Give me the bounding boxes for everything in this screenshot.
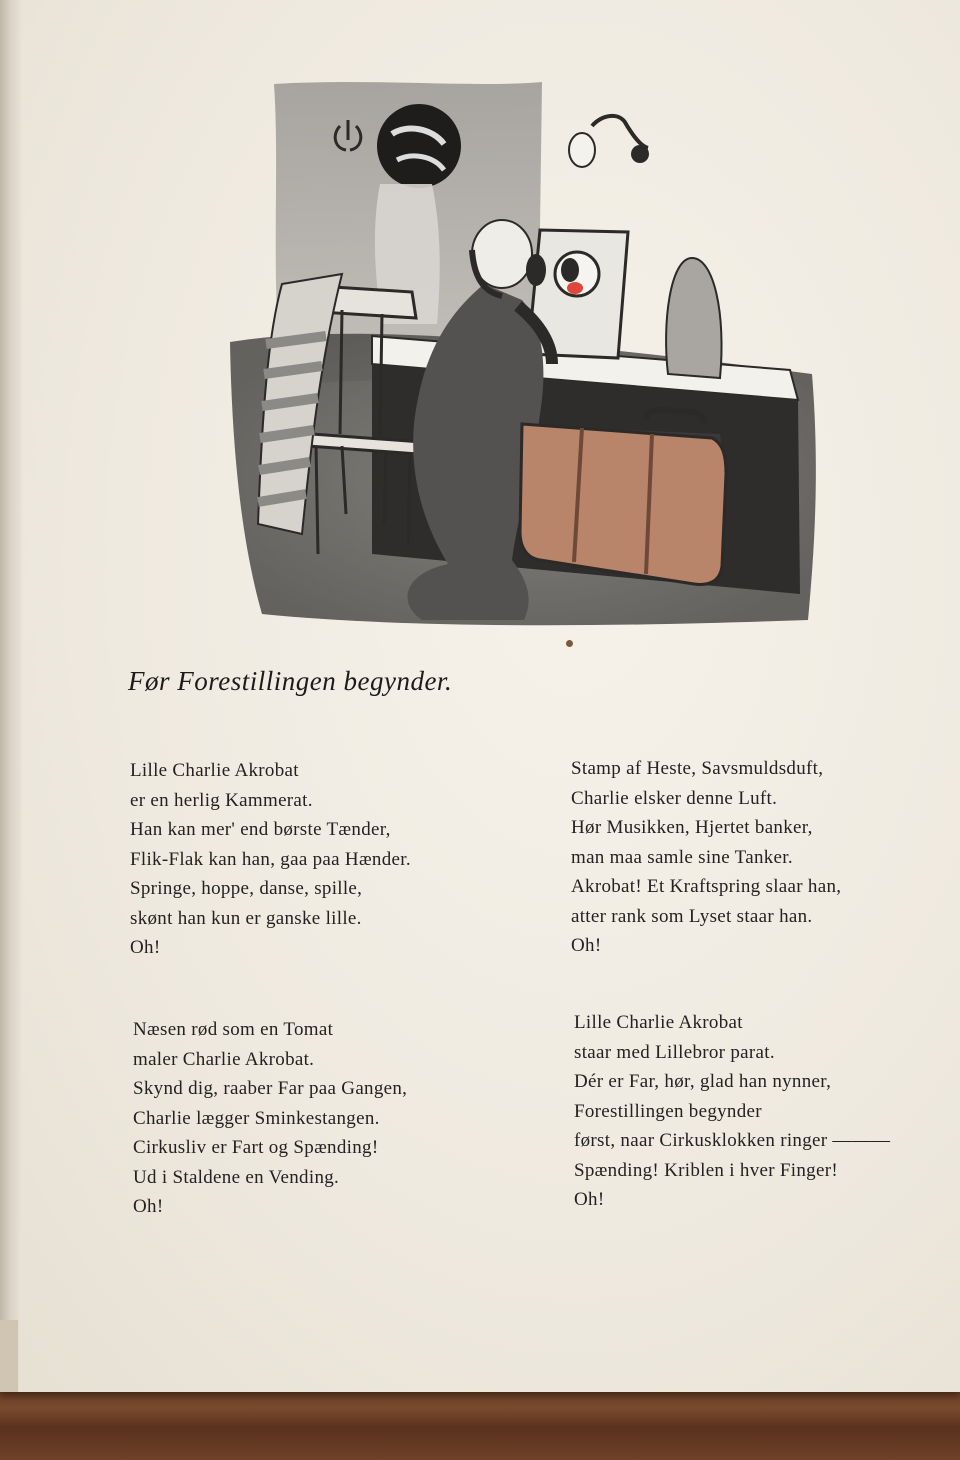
poem-stanza (130, 756, 411, 963)
paper-speck (566, 640, 573, 647)
poem-line: Charlie elsker denne Luft. (571, 787, 778, 809)
poem-line: Oh! (130, 937, 161, 958)
poem-line: Skynd dig, raaber Far paa Gangen, (133, 1078, 408, 1099)
poem-line: er en herlig Kammerat. (130, 789, 313, 811)
page-edge (0, 1320, 18, 1392)
poem-line: Akrobat! Et Kraftspring slaar han, (571, 876, 842, 897)
wooden-table-surface (0, 1380, 960, 1460)
poem-line: Charlie lægger Sminkestangen. (133, 1107, 380, 1129)
poem-line: Spænding! Kriblen i hver Finger! (574, 1159, 838, 1181)
poem-line: Springe, hoppe, danse, spille, (130, 878, 363, 899)
poem-line: staar med Lillebror parat. (574, 1041, 775, 1063)
poem-line: Oh! (571, 935, 602, 956)
poem-line: Cirkusliv er Fart og Spænding! (133, 1137, 379, 1158)
poem-line: Forestillingen begynder (574, 1100, 762, 1122)
poem-line: Han kan mer' end børste Tænder, (130, 819, 391, 840)
poem-line: Stamp af Heste, Savsmuldsduft, (571, 758, 824, 779)
poem-line: skønt han kun er ganske lille. (130, 907, 362, 929)
suitcase-icon (520, 410, 726, 584)
poem-line: atter rank som Lyset staar han. (571, 905, 813, 927)
dressing-room-illustration (222, 74, 822, 630)
poem-line: Næsen rød som en Tomat (133, 1019, 334, 1040)
page-spine (0, 0, 22, 1392)
hat-icon (377, 104, 461, 188)
page-title: Før Forestillingen begynder. (128, 666, 453, 696)
poem-line: Dér er Far, hør, glad han nynner, (574, 1071, 832, 1092)
poem-line: Hør Musikken, Hjertet banker, (571, 817, 813, 838)
poem-line: Ud i Staldene en Vending. (133, 1166, 340, 1188)
poem-line: først, naar Cirkusklokken ringer ——— (574, 1130, 891, 1151)
wall-lamp-icon (569, 116, 649, 167)
poem-line: Lille Charlie Akrobat (574, 1012, 743, 1033)
poem-stanza (574, 1008, 890, 1215)
poem-line: Oh! (133, 1196, 164, 1217)
poem-line: Lille Charlie Akrobat (130, 760, 299, 781)
poem-line: man maa samle sine Tanker. (571, 846, 793, 868)
poem-line: Oh! (574, 1189, 605, 1210)
wig-stand-icon (666, 258, 721, 378)
poem-stanza (133, 1015, 407, 1222)
poem-stanza (571, 754, 841, 961)
poem-line: Flik-Flak kan han, gaa paa Hænder. (130, 848, 411, 870)
poem-line: maler Charlie Akrobat. (133, 1048, 315, 1070)
